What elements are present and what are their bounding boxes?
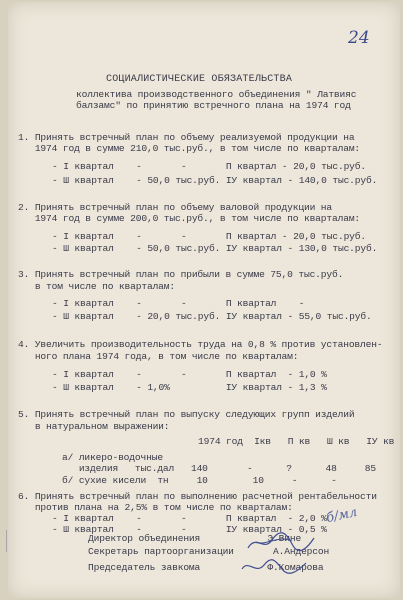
intro-line-1: коллектива производственного объединения " Латвияс: [76, 89, 357, 100]
item-5-row-a-label: а/ ликеро-водочные: [62, 452, 163, 463]
item-5-row-b: б/ сухие кисели тн 10 10 - -: [62, 475, 337, 486]
item-5-row-a-values: изделия тыс.дал 140 - ? 48 85: [62, 463, 377, 474]
intro-line-2: балзамс" по принятию встречного плана на 1974 год: [76, 100, 351, 111]
item-2-line-1: 2. Принять встречный план по объему валовой продукции на: [18, 202, 333, 213]
item-4-line-2: ного плана 1974 года, в том числе по кварталам:: [18, 351, 299, 362]
item-3-row-1: - I квартал - - П квартал -: [52, 298, 305, 309]
item-4-row-2: - Ш квартал - 1,0% IУ квартал - 1,3 %: [52, 382, 327, 393]
item-6-line-1: 6. Принять встречный план по выполнению расчетной рентабельности: [18, 491, 377, 502]
item-3-line-2: в том числе по кварталам:: [18, 281, 176, 292]
item-2-row-1: - I квартал - - П квартал - 20,0 тыс.руб.: [52, 231, 367, 242]
signature-director: Директор объединения Э.Вине: [88, 533, 302, 544]
item-1-line-1: 1. Принять встречный план по объему реализуемой продукции на: [18, 132, 355, 143]
item-1-line-2: 1974 год в сумме 210,0 тыс.руб., в том числе по кварталам:: [18, 143, 361, 154]
item-6-line-2: против плана на 2,5% в том числе по кварталам:: [18, 502, 293, 513]
item-5-table-header: 1974 год Iкв П кв Ш кв IУ кв: [198, 436, 395, 447]
item-2-line-2: 1974 год в сумме 200,0 тыс.руб., в том числе по кварталам:: [18, 213, 361, 224]
signature-union-chair: Председатель завкома Ф.Комарова: [88, 562, 324, 573]
item-3-line-1: 3. Принять встречный план по прибыли в сумме 75,0 тыс.руб.: [18, 269, 344, 280]
item-4-row-1: - I квартал - - П квартал - 1,0 %: [52, 369, 327, 380]
item-3-row-2: - Ш квартал - 20,0 тыс.руб. IУ квартал - 55,0 тыс.руб.: [52, 311, 372, 322]
item-4-line-1: 4. Увеличить производительность труда на 0,8 % против установлен-: [18, 339, 383, 350]
item-6-row-2: - Ш квартал - - IУ квартал - 0,5 %: [52, 524, 327, 535]
handwritten-signature-scribble-2: [240, 557, 310, 577]
item-2-row-2: - Ш квартал - 50,0 тыс.руб. IУ квартал - 130,0 тыс.руб.: [52, 243, 378, 254]
item-5-line-2: в натуральном выражении:: [18, 421, 170, 432]
item-5-line-1: 5. Принять встречный план по выпуску следующих групп изделий: [18, 409, 355, 420]
handwritten-annotation: б/мл: [324, 504, 359, 527]
item-1-row-1: - I квартал - - П квартал - 20,0 тыс.руб.: [52, 161, 367, 172]
document-page: [8, 2, 400, 598]
item-6-row-1: - I квартал - - П квартал - 2,0 %: [52, 513, 327, 524]
handwritten-signature-scribble: [246, 530, 316, 554]
signature-party-secretary: Секретарь партоорганизации А.Андерсон: [88, 546, 330, 557]
margin-mark: [6, 530, 17, 552]
page-number: 24: [348, 28, 370, 48]
item-1-row-2: - Ш квартал - 50,0 тыс.руб. IУ квартал - 140,0 тыс.руб.: [52, 175, 378, 186]
document-title: СОЦИАЛИСТИЧЕСКИЕ ОБЯЗАТЕЛЬСТВА: [106, 74, 293, 85]
